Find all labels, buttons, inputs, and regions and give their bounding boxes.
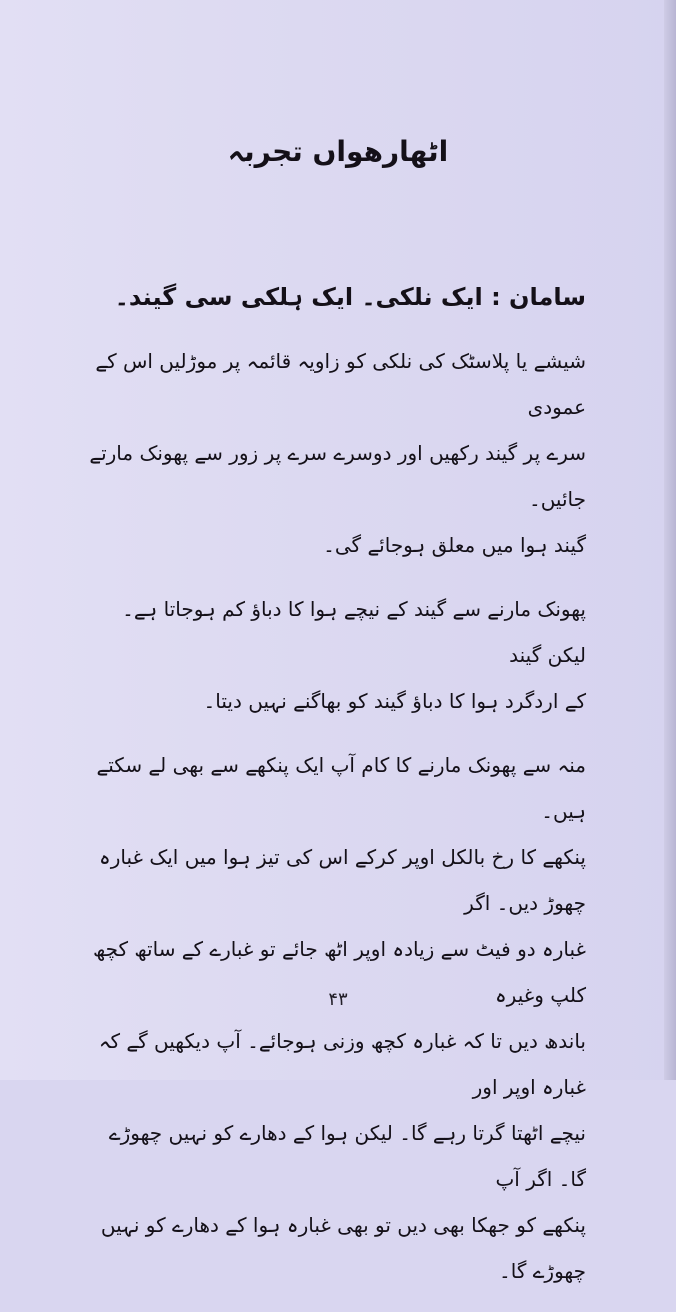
paragraph-2 bbox=[88, 586, 586, 724]
paragraph-3 bbox=[88, 742, 586, 1294]
text-line: سرے پر گیند رکھیں اور دوسرے سرے پر زور سے پھونک مارتے جائیں۔ bbox=[89, 441, 586, 511]
text-line: پنکھے کا رخ بالکل اوپر کرکے اس کی تیز ہوا میں ایک غبارہ چھوڑ دیں۔ اگر bbox=[99, 845, 586, 915]
text-line: گیند ہوا میں معلق ہوجائے گی۔ bbox=[323, 533, 586, 557]
text-line: منہ سے پھونک مارنے کا کام آپ ایک پنکھے سے بھی لے سکتے ہیں۔ bbox=[96, 753, 586, 823]
text-line: کے اردگرد ہوا کا دباؤ گیند کو بھاگنے نہیں دیتا۔ bbox=[203, 689, 586, 713]
text-line: پنکھے کو جھکا بھی دیں تو بھی غبارہ ہوا کے دھارے کو نہیں چھوڑے گا۔ bbox=[100, 1213, 586, 1283]
text-line: سامان : ایک نلکی۔ ایک ہلکی سی گیند۔ bbox=[114, 283, 586, 311]
page-number: ۴۳ bbox=[328, 989, 348, 1010]
paragraph-1 bbox=[88, 338, 586, 568]
page-title: اٹھارھواں تجربہ bbox=[227, 135, 449, 168]
text-line: غبارہ دو فیٹ سے زیادہ اوپر اٹھ جائے تو غبارے کے ساتھ کچھ کلپ وغیرہ bbox=[92, 937, 586, 1007]
body-text bbox=[88, 274, 586, 1312]
text-line: شیشے یا پلاسٹک کی نلکی کو زاویہ قائمہ پر موڑلیں اس کے عمودی bbox=[95, 349, 586, 419]
text-line: نیچے اٹھتا گرتا رہے گا۔ لیکن ہوا کے دھارے کو نہیں چھوڑے گا۔ اگر آپ bbox=[108, 1121, 586, 1191]
text-line: پھونک مارنے سے گیند کے نیچے ہوا کا دباؤ کم ہوجاتا ہے۔ لیکن گیند bbox=[122, 597, 586, 667]
text-line: باندھ دیں تا کہ غبارہ کچھ وزنی ہوجائے۔ آپ دیکھیں گے کہ غبارہ اوپر اور bbox=[98, 1029, 586, 1099]
materials-paragraph bbox=[88, 274, 586, 320]
